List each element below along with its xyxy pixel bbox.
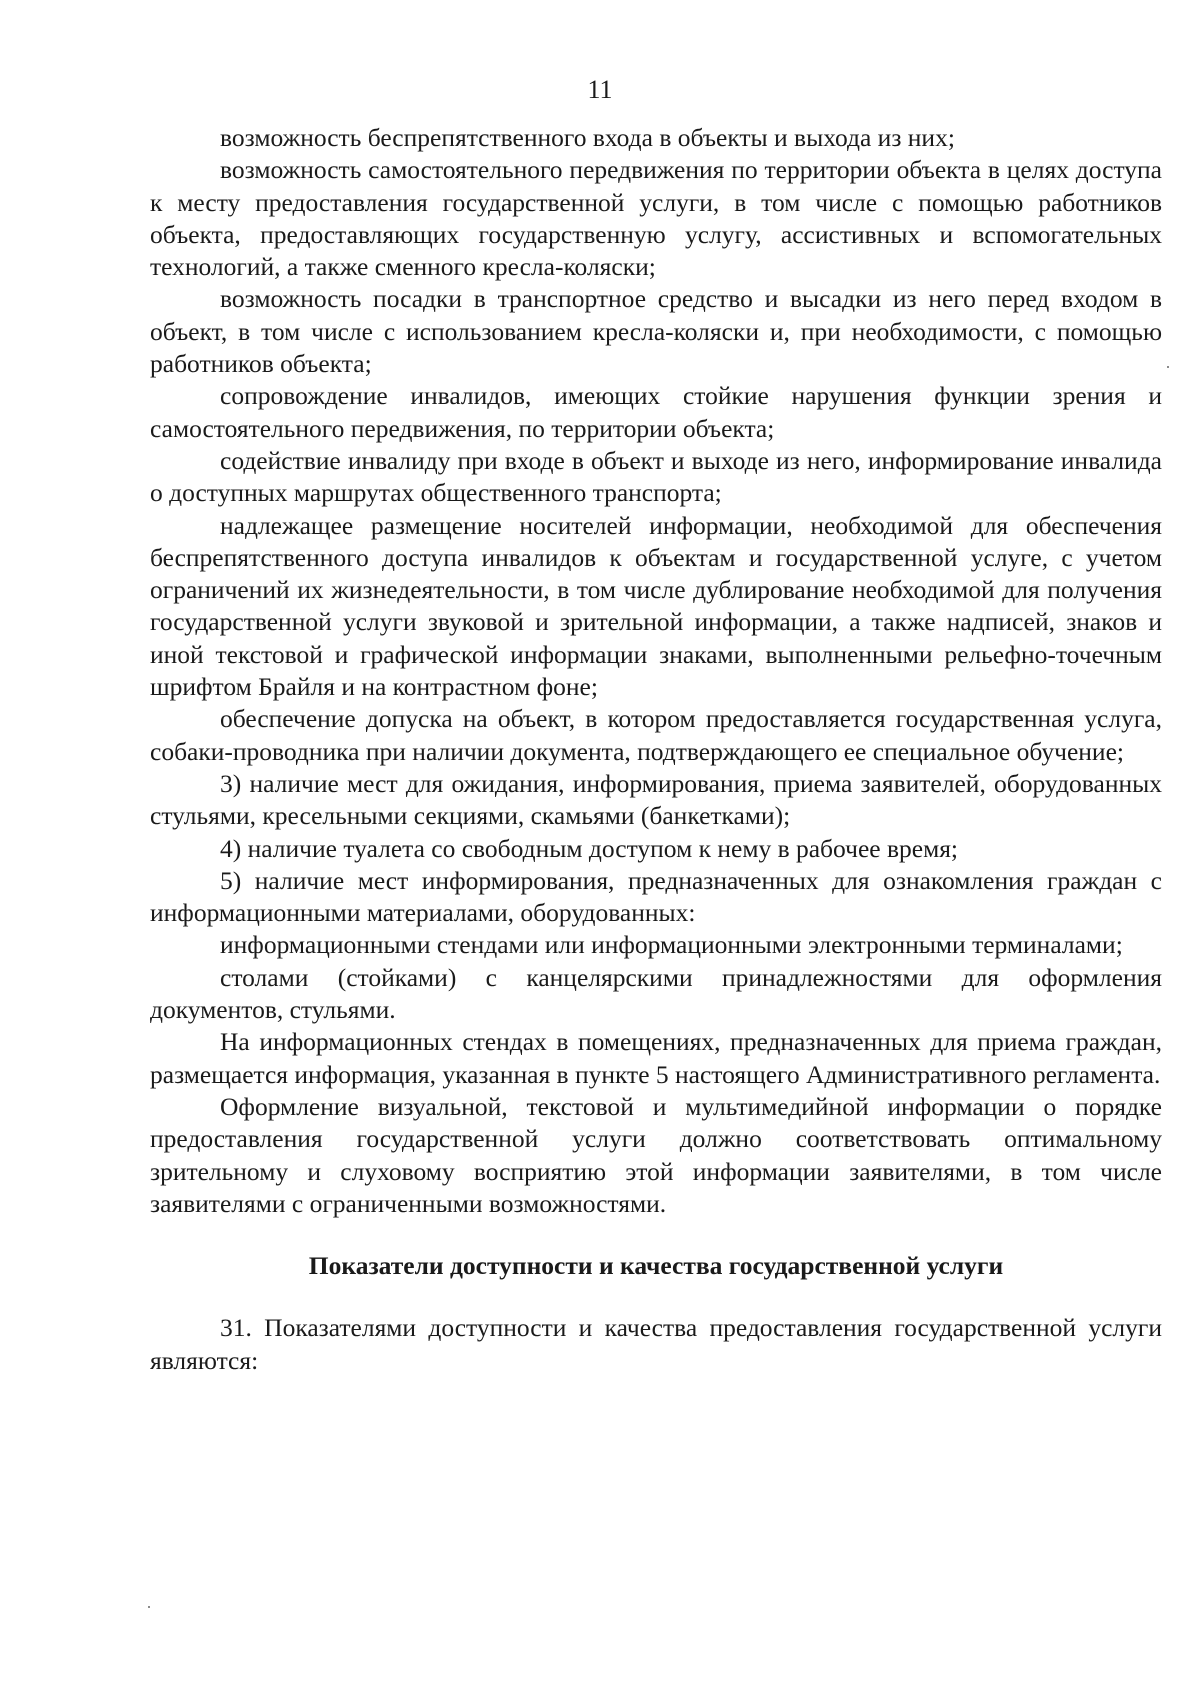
paragraph: возможность беспрепятственного входа в объекты и выхода из них;	[220, 123, 955, 152]
scan-speck	[1167, 366, 1169, 368]
paragraph: 3) наличие мест для ожидания, информирования, приема заявителей, оборудованных стульями, кресельными секциями, скамьями (банкетками);	[150, 768, 1162, 831]
paragraph: столами (стойками) с канцелярскими принадлежностями для оформления документов, стульями.	[150, 962, 1162, 1025]
paragraph: На информационных стендах в помещениях, предназначенных для приема граждан, размещается информация, указанная в пункте 5 настоящего Административного регламента.	[150, 1027, 1162, 1089]
paragraph: информационными стендами или информационными электронными терминалами;	[220, 930, 1123, 960]
paragraph: содействие инвалиду при входе в объект и выходе из него, информирование инвалида о доступных маршрутах общественного транспорта;	[150, 445, 1162, 508]
section-heading: Показатели доступности и качества государственной услуги	[308, 1251, 1004, 1281]
paragraph: сопровождение инвалидов, имеющих стойкие нарушения функции зрения и самостоятельного передвижения, по территории объекта;	[150, 381, 1162, 443]
paragraph: возможность посадки в транспортное средство и высадки из него перед входом в объект, в том числе с использованием кресла-коляски и, при необходимости, с помощью работников объекта;	[150, 284, 1162, 379]
paragraph: обеспечение допуска на объект, в котором предоставляется государственная услуга, собаки-проводника при наличии документа, подтверждающего ее специальное обучение;	[150, 704, 1162, 766]
paragraph: 5) наличие мест информирования, предназначенных для ознакомления граждан с информационными материалами, оборудованных:	[150, 865, 1162, 928]
document-body	[150, 122, 1162, 1377]
paragraph: возможность самостоятельного передвижения по территории объекта в целях доступа к месту предоставления государственной услуги, в том числе с помощью работников объекта, предоставляющих государственную услугу, ассистивных и вспомогательных технологий, а также сменного кресла-коляски;	[150, 155, 1162, 282]
paragraph: Оформление визуальной, текстовой и мультимедийной информации о порядке предоставления государственной услуги должно соответствовать оптимальному зрительному и слуховому восприятию этой информации заявителями, в том числе заявителями с ограниченными возможностями.	[150, 1091, 1162, 1218]
paragraph: надлежащее размещение носителей информации, необходимой для обеспечения беспрепятственного доступа инвалидов к объектам и государственной услуге, с учетом ограничений их жизнедеятельности, в том числе дублирование необходимой для получения государственной услуги звуковой и зрительной информации, а также надписей, знаков и иной текстовой и графической информации знаками, выполненными рельефно-точечным шрифтом Брайля и на контрастном фоне;	[150, 510, 1162, 702]
paragraph: 31. Показателями доступности и качества предоставления государственной услуги являются:	[150, 1313, 1162, 1375]
paragraph: 4) наличие туалета со свободным доступом к нему в рабочее время;	[220, 833, 959, 863]
page-number: 11	[587, 75, 613, 104]
scan-speck	[148, 1606, 150, 1608]
